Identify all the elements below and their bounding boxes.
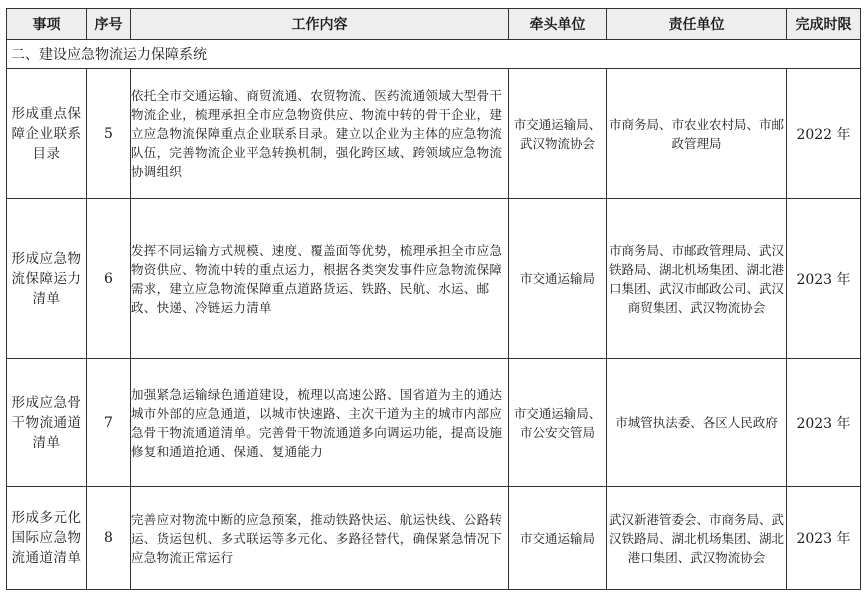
row-num: 6: [87, 199, 131, 359]
row-lead: 市交通运输局: [509, 199, 607, 359]
header-deadline: 完成时限: [787, 9, 861, 40]
row-content: 依托全市交通运输、商贸流通、农贸物流、医药流通领域大型骨干物流企业，梳理承担全市应急物资供应、物流中转的骨干企业，建立应急物流保障重点企业联系目录。建立以企业为主体的应急物流队伍，完善物流企业平急转换机制，强化跨区域、跨领域应急物流协调组织: [131, 69, 509, 199]
row-content: 发挥不同运输方式规模、速度、覆盖面等优势，梳理承担全市应急物资供应、物流中转的重点运力，根据各类突发事件应急物流保障需求，建立应急物流保障重点道路货运、铁路、民航、水运、邮政、快递、冷链运力清单: [131, 199, 509, 359]
row-num: 5: [87, 69, 131, 199]
header-item: 事项: [7, 9, 87, 40]
row-resp: 市商务局、市农业农村局、市邮政管理局: [607, 69, 787, 199]
section-title: 二、建设应急物流运力保障系统: [7, 40, 861, 69]
row-item: 形成多元化国际应急物流通道清单: [7, 487, 87, 590]
table-row: [7, 359, 861, 487]
header-lead: 牵头单位: [509, 9, 607, 40]
row-deadline: 2022 年: [787, 69, 861, 199]
work-plan-table: [6, 8, 861, 590]
header-resp: 责任单位: [607, 9, 787, 40]
row-deadline: 2023 年: [787, 487, 861, 590]
row-deadline: 2023 年: [787, 359, 861, 487]
header-row: [7, 9, 861, 40]
row-content: 加强紧急运输绿色通道建设，梳理以高速公路、国省道为主的通达城市外部的应急通道，以城市快速路、主次干道为主的城市内部应急骨干物流通道清单。完善骨干物流通道多向调运功能，提高设施修复和通道抢通、保通、复通能力: [131, 359, 509, 487]
row-content: 完善应对物流中断的应急预案，推动铁路快运、航运快线、公路转运、货运包机、多式联运等多元化、多路径替代，确保紧急情况下应急物流正常运行: [131, 487, 509, 590]
row-num: 8: [87, 487, 131, 590]
row-resp: 市商务局、市邮政管理局、武汉铁路局、湖北机场集团、湖北港口集团、武汉市邮政公司、武汉商贸集团、武汉物流协会: [607, 199, 787, 359]
table-row: [7, 199, 861, 359]
table-row: [7, 69, 861, 199]
row-resp: 武汉新港管委会、市商务局、武汉铁路局、湖北机场集团、湖北港口集团、武汉物流协会: [607, 487, 787, 590]
row-resp: 市城管执法委、各区人民政府: [607, 359, 787, 487]
table-row: [7, 487, 861, 590]
row-deadline: 2023 年: [787, 199, 861, 359]
row-item: 形成应急骨干物流通道清单: [7, 359, 87, 487]
header-content: 工作内容: [131, 9, 509, 40]
row-num: 7: [87, 359, 131, 487]
header-num: 序号: [87, 9, 131, 40]
row-lead: 市交通运输局、武汉物流协会: [509, 69, 607, 199]
row-lead: 市交通运输局、市公安交管局: [509, 359, 607, 487]
row-lead: 市交通运输局: [509, 487, 607, 590]
section-row: [7, 40, 861, 69]
row-item: 形成重点保障企业联系目录: [7, 69, 87, 199]
row-item: 形成应急物流保障运力清单: [7, 199, 87, 359]
